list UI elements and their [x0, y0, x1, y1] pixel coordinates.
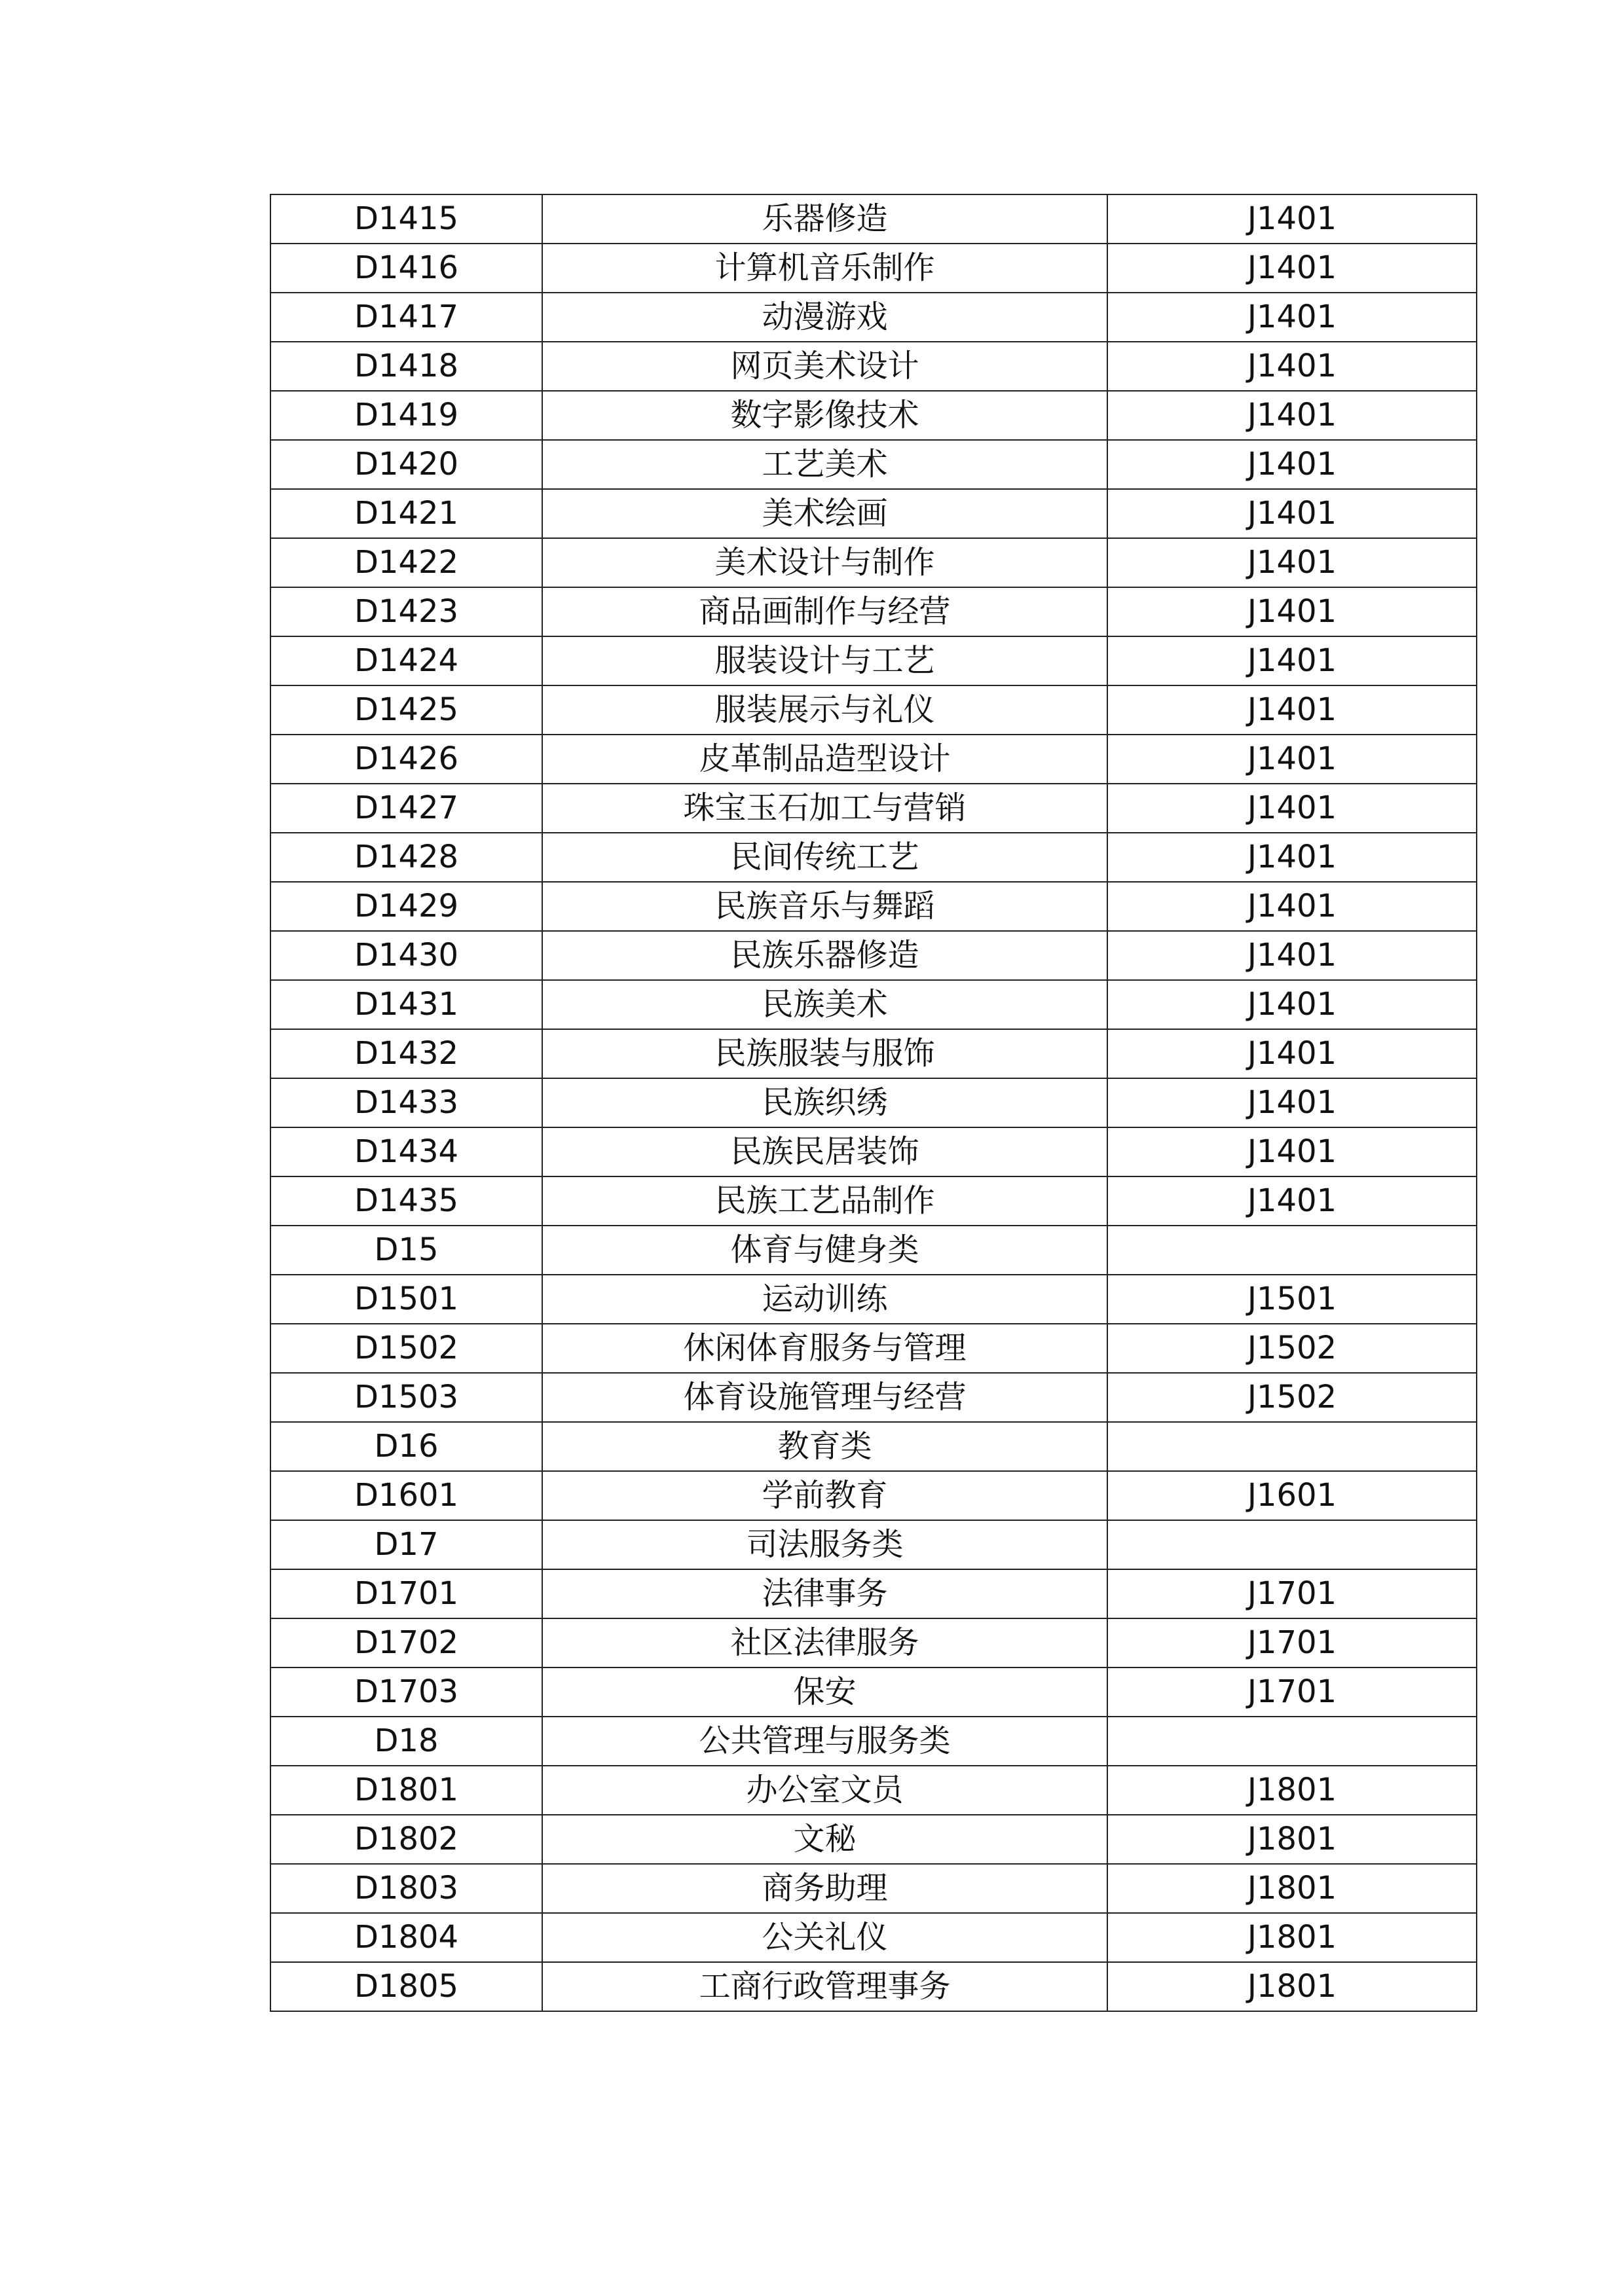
- ref-cell: J1801: [1107, 1913, 1477, 1962]
- code-cell: D1422: [270, 538, 542, 587]
- code-cell: D1433: [270, 1078, 542, 1127]
- table-row: [270, 587, 1477, 636]
- table-row: [270, 882, 1477, 931]
- table-row: [270, 1471, 1477, 1520]
- ref-cell: [1107, 1226, 1477, 1275]
- ref-cell: J1502: [1107, 1373, 1477, 1422]
- table-row: [270, 1275, 1477, 1324]
- code-cell: D1503: [270, 1373, 542, 1422]
- name-cell: 民族乐器修造: [542, 931, 1107, 980]
- ref-cell: J1401: [1107, 440, 1477, 489]
- code-cell: D1427: [270, 784, 542, 833]
- name-cell: 计算机音乐制作: [542, 244, 1107, 293]
- table-row: [270, 440, 1477, 489]
- ref-cell: J1801: [1107, 1864, 1477, 1913]
- ref-cell: J1401: [1107, 1127, 1477, 1176]
- ref-cell: J1401: [1107, 244, 1477, 293]
- name-cell: 民族民居装饰: [542, 1127, 1107, 1176]
- table-row: [270, 833, 1477, 882]
- table-row: [270, 1520, 1477, 1569]
- code-cell: D1702: [270, 1618, 542, 1667]
- table-row: [270, 342, 1477, 391]
- ref-cell: J1401: [1107, 882, 1477, 931]
- name-cell: 网页美术设计: [542, 342, 1107, 391]
- table-row: [270, 1422, 1477, 1471]
- table-row: [270, 293, 1477, 342]
- name-cell: 民族服装与服饰: [542, 1029, 1107, 1078]
- code-cell: D1601: [270, 1471, 542, 1520]
- code-cell: D18: [270, 1717, 542, 1766]
- ref-cell: J1801: [1107, 1766, 1477, 1815]
- ref-cell: [1107, 1422, 1477, 1471]
- ref-cell: [1107, 1717, 1477, 1766]
- ref-cell: J1601: [1107, 1471, 1477, 1520]
- code-cell: D1434: [270, 1127, 542, 1176]
- name-cell: 民族织绣: [542, 1078, 1107, 1127]
- table-row: [270, 1127, 1477, 1176]
- code-cell: D1428: [270, 833, 542, 882]
- ref-cell: J1401: [1107, 980, 1477, 1029]
- name-cell: 动漫游戏: [542, 293, 1107, 342]
- table-body: [270, 194, 1477, 2011]
- code-cell: D1802: [270, 1815, 542, 1864]
- ref-cell: J1502: [1107, 1324, 1477, 1373]
- name-cell: 文秘: [542, 1815, 1107, 1864]
- table-row: [270, 1324, 1477, 1373]
- name-cell: 美术绘画: [542, 489, 1107, 538]
- code-cell: D1417: [270, 293, 542, 342]
- name-cell: 教育类: [542, 1422, 1107, 1471]
- ref-cell: J1401: [1107, 538, 1477, 587]
- name-cell: 乐器修造: [542, 194, 1107, 244]
- table-row: [270, 1176, 1477, 1226]
- code-cell: D1425: [270, 685, 542, 735]
- ref-cell: J1401: [1107, 1078, 1477, 1127]
- name-cell: 司法服务类: [542, 1520, 1107, 1569]
- name-cell: 工艺美术: [542, 440, 1107, 489]
- name-cell: 服装设计与工艺: [542, 636, 1107, 685]
- table-row: [270, 1569, 1477, 1618]
- code-cell: D1421: [270, 489, 542, 538]
- code-cell: D1431: [270, 980, 542, 1029]
- ref-cell: J1701: [1107, 1618, 1477, 1667]
- ref-cell: J1401: [1107, 587, 1477, 636]
- name-cell: 运动训练: [542, 1275, 1107, 1324]
- table-row: [270, 735, 1477, 784]
- name-cell: 办公室文员: [542, 1766, 1107, 1815]
- ref-cell: J1401: [1107, 1176, 1477, 1226]
- table-row: [270, 1618, 1477, 1667]
- code-cell: D1429: [270, 882, 542, 931]
- code-cell: D1415: [270, 194, 542, 244]
- table-row: [270, 636, 1477, 685]
- name-cell: 保安: [542, 1667, 1107, 1717]
- code-cell: D1435: [270, 1176, 542, 1226]
- code-cell: D1416: [270, 244, 542, 293]
- code-cell: D16: [270, 1422, 542, 1471]
- name-cell: 数字影像技术: [542, 391, 1107, 440]
- name-cell: 民间传统工艺: [542, 833, 1107, 882]
- name-cell: 服装展示与礼仪: [542, 685, 1107, 735]
- table-row: [270, 1226, 1477, 1275]
- code-cell: D1423: [270, 587, 542, 636]
- ref-cell: J1401: [1107, 489, 1477, 538]
- code-cell: D1424: [270, 636, 542, 685]
- code-cell: D1801: [270, 1766, 542, 1815]
- code-cell: D15: [270, 1226, 542, 1275]
- ref-cell: J1401: [1107, 931, 1477, 980]
- code-cell: D1701: [270, 1569, 542, 1618]
- code-cell: D1805: [270, 1962, 542, 2011]
- ref-cell: J1801: [1107, 1962, 1477, 2011]
- ref-cell: J1401: [1107, 784, 1477, 833]
- ref-cell: J1401: [1107, 833, 1477, 882]
- ref-cell: [1107, 1520, 1477, 1569]
- table-row: [270, 1962, 1477, 2011]
- table-row: [270, 980, 1477, 1029]
- name-cell: 社区法律服务: [542, 1618, 1107, 1667]
- table-row: [270, 1717, 1477, 1766]
- name-cell: 商务助理: [542, 1864, 1107, 1913]
- ref-cell: J1401: [1107, 342, 1477, 391]
- name-cell: 民族工艺品制作: [542, 1176, 1107, 1226]
- table-row: [270, 1078, 1477, 1127]
- ref-cell: J1501: [1107, 1275, 1477, 1324]
- name-cell: 皮革制品造型设计: [542, 735, 1107, 784]
- table-row: [270, 194, 1477, 244]
- ref-cell: J1701: [1107, 1569, 1477, 1618]
- table-row: [270, 1815, 1477, 1864]
- code-cell: D1419: [270, 391, 542, 440]
- table-row: [270, 1029, 1477, 1078]
- code-cell: D1430: [270, 931, 542, 980]
- code-cell: D1501: [270, 1275, 542, 1324]
- table-row: [270, 1373, 1477, 1422]
- name-cell: 公关礼仪: [542, 1913, 1107, 1962]
- ref-cell: J1401: [1107, 1029, 1477, 1078]
- code-cell: D1804: [270, 1913, 542, 1962]
- table-row: [270, 391, 1477, 440]
- name-cell: 珠宝玉石加工与营销: [542, 784, 1107, 833]
- code-cell: D1426: [270, 735, 542, 784]
- name-cell: 工商行政管理事务: [542, 1962, 1107, 2011]
- table-row: [270, 538, 1477, 587]
- code-cell: D1803: [270, 1864, 542, 1913]
- code-cell: D1432: [270, 1029, 542, 1078]
- code-cell: D1502: [270, 1324, 542, 1373]
- ref-cell: J1401: [1107, 735, 1477, 784]
- ref-cell: J1801: [1107, 1815, 1477, 1864]
- code-cell: D1418: [270, 342, 542, 391]
- table-row: [270, 244, 1477, 293]
- name-cell: 民族美术: [542, 980, 1107, 1029]
- code-cell: D1703: [270, 1667, 542, 1717]
- table-row: [270, 1667, 1477, 1717]
- ref-cell: J1701: [1107, 1667, 1477, 1717]
- name-cell: 学前教育: [542, 1471, 1107, 1520]
- code-cell: D17: [270, 1520, 542, 1569]
- table-row: [270, 1913, 1477, 1962]
- table-row: [270, 931, 1477, 980]
- ref-cell: J1401: [1107, 194, 1477, 244]
- name-cell: 体育设施管理与经营: [542, 1373, 1107, 1422]
- ref-cell: J1401: [1107, 391, 1477, 440]
- table-row: [270, 1864, 1477, 1913]
- name-cell: 美术设计与制作: [542, 538, 1107, 587]
- table-row: [270, 784, 1477, 833]
- name-cell: 休闲体育服务与管理: [542, 1324, 1107, 1373]
- name-cell: 商品画制作与经营: [542, 587, 1107, 636]
- table-row: [270, 489, 1477, 538]
- table-row: [270, 685, 1477, 735]
- name-cell: 公共管理与服务类: [542, 1717, 1107, 1766]
- ref-cell: J1401: [1107, 685, 1477, 735]
- name-cell: 法律事务: [542, 1569, 1107, 1618]
- ref-cell: J1401: [1107, 636, 1477, 685]
- specialty-code-table: [270, 194, 1477, 2012]
- ref-cell: J1401: [1107, 293, 1477, 342]
- name-cell: 民族音乐与舞蹈: [542, 882, 1107, 931]
- name-cell: 体育与健身类: [542, 1226, 1107, 1275]
- table-row: [270, 1766, 1477, 1815]
- code-cell: D1420: [270, 440, 542, 489]
